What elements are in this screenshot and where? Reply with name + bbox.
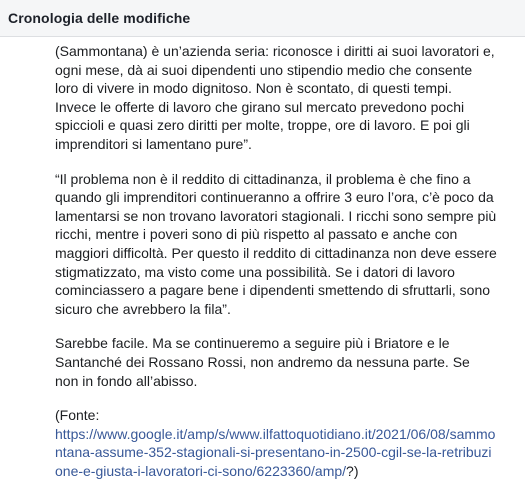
post-content — [0, 37, 511, 485]
post-source — [55, 406, 497, 480]
scrollbar[interactable] — [511, 37, 525, 485]
dialog-title: Cronologia delle modifiche — [8, 10, 191, 26]
dialog-header — [0, 0, 525, 37]
post-paragraph: “Il problema non è il reddito di cittadinanza, il problema è che fino a quando gli imprenditori continueranno a offrire 3 euro l’ora, c’è poco da lamentarsi se non trovano lavoratori stagionali. I ricchi sono sempre più ricchi, mentre i poveri sono di più rispetto al passato e anche con maggiori difficoltà. Per questo il reddito di cittadinanza non deve essere stigmatizzato, ma visto come una possibilità. Se i datori di lavoro cominciassero a pagare bene i dipendenti smettendo di sfruttarli, sono sicuro che avrebbero la fila”. — [55, 170, 497, 317]
post-paragraph: Sarebbe facile. Ma se continueremo a seguire più i Briatore e le Santanché dei Rossano Rossi, non andremo da nessuna parte. Se non in fondo all’abisso. — [55, 335, 470, 389]
post-paragraph: (Sammontana) è un’azienda seria: riconosce i diritti ai suoi lavoratori e, ogni mese, dà ai suoi dipendenti uno stipendio medio che consente loro di vivere in modo dignitoso. Non è scontato, di questi tempi. Invece le offerte di lavoro che girano sul mercato prevedono pochi spiccioli e quasi zero diritti per molte, troppe, ore di lavoro. E poi gli imprenditori si lamentano pure”. — [55, 43, 495, 152]
source-label: (Fonte: — [55, 407, 100, 424]
source-close: ?) — [346, 462, 359, 479]
source-link[interactable]: https://www.google.it/amp/s/www.ilfattoquotidiano.it/2021/06/08/sammontana-assume-352-stagionali-si-presentano-in-2500-cgil-se-la-retribuzione-e-giusta-i-lavoratori-ci-sono/6223360/amp/ — [55, 425, 496, 479]
